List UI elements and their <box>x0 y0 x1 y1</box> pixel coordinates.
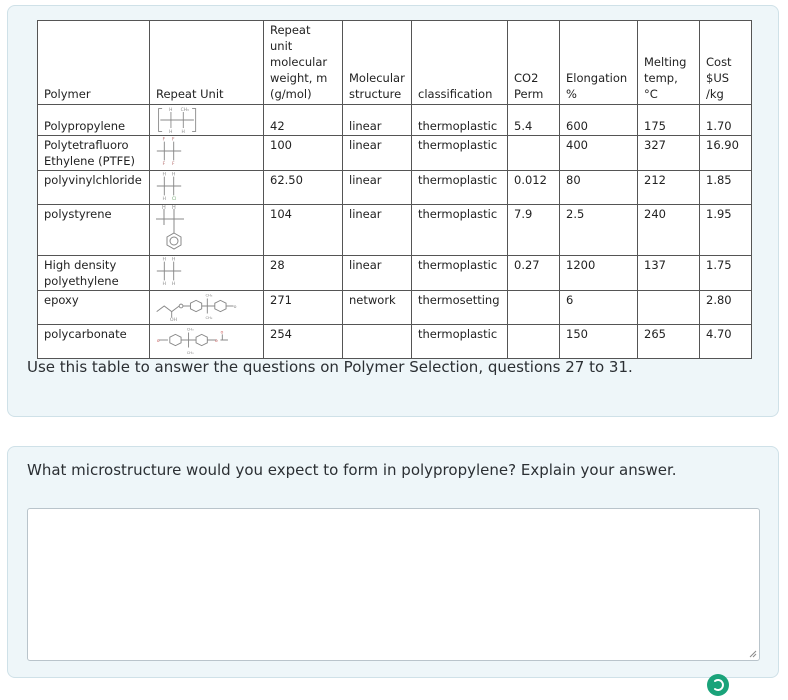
cell-melting: 240 <box>638 205 700 256</box>
cell-molecular-weight: 28 <box>264 256 343 291</box>
svg-text:H: H <box>162 257 166 263</box>
cell-classification: thermoplastic <box>412 136 508 171</box>
cell-structure: linear <box>343 136 412 171</box>
cell-cost: 1.70 <box>700 105 752 136</box>
table-row <box>38 171 752 205</box>
svg-text:CH₃: CH₃ <box>186 351 194 355</box>
header-molecular-structure: Molecular structure <box>343 21 412 105</box>
cell-elongation: 150 <box>560 325 638 359</box>
cell-elongation: 400 <box>560 136 638 171</box>
cell-elongation: 2.5 <box>560 205 638 256</box>
svg-text:o: o <box>214 338 218 344</box>
svg-text:H: H <box>171 282 176 286</box>
svg-text:o: o <box>233 304 237 310</box>
svg-text:H: H <box>181 130 185 135</box>
cell-molecular-weight: 271 <box>264 291 343 325</box>
svg-text:H: H <box>169 108 173 114</box>
cell-polymer: polystyrene <box>38 205 150 256</box>
svg-text:o: o <box>220 330 224 336</box>
cell-classification: thermoplastic <box>412 171 508 205</box>
cell-structure: linear <box>343 256 412 291</box>
svg-text:H: H <box>162 205 166 211</box>
table-row <box>38 205 752 256</box>
table-row <box>38 325 752 359</box>
cell-structure: linear <box>343 105 412 136</box>
question-text: What microstructure would you expect to form in polypropylene? Explain your answer. <box>27 461 677 479</box>
svg-text:CH₃: CH₃ <box>180 108 189 114</box>
svg-text:H: H <box>171 257 176 263</box>
svg-text:F: F <box>162 162 166 166</box>
svg-text:CH₃: CH₃ <box>186 327 194 332</box>
cell-elongation: 600 <box>560 105 638 136</box>
polymer-table <box>37 20 752 359</box>
cell-molecular-weight: 254 <box>264 325 343 359</box>
svg-text:H: H <box>171 172 176 178</box>
repeat-unit-diagram-icon <box>150 205 264 256</box>
header-co2-perm: CO2 Perm <box>508 21 560 105</box>
svg-text:o: o <box>156 338 160 344</box>
question-card <box>7 446 779 678</box>
cell-melting: 137 <box>638 256 700 291</box>
cell-structure: linear <box>343 205 412 256</box>
cell-melting <box>638 291 700 325</box>
table-row <box>38 136 752 171</box>
cell-co2: 0.012 <box>508 171 560 205</box>
svg-text:Cl: Cl <box>171 197 177 201</box>
cell-elongation: 6 <box>560 291 638 325</box>
cell-cost: 1.85 <box>700 171 752 205</box>
cell-melting: 212 <box>638 171 700 205</box>
cell-cost: 1.95 <box>700 205 752 256</box>
cell-classification: thermoplastic <box>412 256 508 291</box>
table-row <box>38 105 752 136</box>
cell-co2: 5.4 <box>508 105 560 136</box>
cell-melting: 327 <box>638 136 700 171</box>
cell-molecular-weight: 104 <box>264 205 343 256</box>
cell-molecular-weight: 62.50 <box>264 171 343 205</box>
table-card <box>7 5 779 417</box>
repeat-unit-diagram-icon <box>150 171 264 205</box>
cell-polymer: polycarbonate <box>38 325 150 359</box>
header-repeat-unit: Repeat Unit <box>150 21 264 105</box>
cell-structure: linear <box>343 171 412 205</box>
answer-textarea[interactable] <box>27 508 760 661</box>
cell-polymer: epoxy <box>38 291 150 325</box>
cell-structure <box>343 325 412 359</box>
cell-cost: 16.90 <box>700 136 752 171</box>
table-caption: Use this table to answer the questions on Polymer Selection, questions 27 to 31. <box>27 358 633 376</box>
header-polymer: Polymer <box>38 21 150 105</box>
cell-polymer: polyvinylchloride <box>38 171 150 205</box>
svg-text:CH₃: CH₃ <box>205 293 213 298</box>
cell-cost: 1.75 <box>700 256 752 291</box>
cell-molecular-weight: 100 <box>264 136 343 171</box>
table-header-row <box>38 21 752 105</box>
cell-co2: 7.9 <box>508 205 560 256</box>
resize-grip-icon[interactable] <box>747 648 757 658</box>
header-elongation: Elongation % <box>560 21 638 105</box>
cell-co2 <box>508 136 560 171</box>
svg-text:H: H <box>169 130 173 135</box>
repeat-unit-diagram-icon <box>150 256 264 291</box>
svg-text:H: H <box>172 205 176 211</box>
svg-text:CH₃: CH₃ <box>205 316 213 321</box>
cell-classification: thermosetting <box>412 291 508 325</box>
table-row <box>38 291 752 325</box>
cell-structure: network <box>343 291 412 325</box>
svg-text:F: F <box>162 137 166 143</box>
repeat-unit-diagram-icon <box>150 325 264 359</box>
svg-text:F: F <box>171 162 175 166</box>
cell-elongation: 1200 <box>560 256 638 291</box>
cell-classification: thermoplastic <box>412 325 508 359</box>
cell-elongation: 80 <box>560 171 638 205</box>
cell-polymer: Polypropylene <box>38 105 150 136</box>
svg-text:OH: OH <box>169 318 178 321</box>
repeat-unit-diagram-icon <box>150 136 264 171</box>
cell-classification: thermoplastic <box>412 205 508 256</box>
cell-polymer: High density polyethylene <box>38 256 150 291</box>
svg-text:F: F <box>171 137 175 143</box>
cell-co2 <box>508 325 560 359</box>
cell-cost: 4.70 <box>700 325 752 359</box>
cell-co2: 0.27 <box>508 256 560 291</box>
cell-melting: 175 <box>638 105 700 136</box>
cell-melting: 265 <box>638 325 700 359</box>
cell-cost: 2.80 <box>700 291 752 325</box>
header-cost: Cost $US /kg <box>700 21 752 105</box>
cell-co2 <box>508 291 560 325</box>
cell-polymer: Polytetrafluoro Ethylene (PTFE) <box>38 136 150 171</box>
cell-classification: thermoplastic <box>412 105 508 136</box>
table-row <box>38 256 752 291</box>
header-classification: classification <box>412 21 508 105</box>
header-molecular-weight: Repeat unit molecular weight, m (g/mol) <box>264 21 343 105</box>
repeat-unit-diagram-icon <box>150 105 264 136</box>
loading-spinner-icon <box>707 674 729 696</box>
svg-text:H: H <box>162 197 166 201</box>
svg-text:H: H <box>162 172 166 178</box>
svg-text:H: H <box>162 282 166 286</box>
repeat-unit-diagram-icon <box>150 291 264 325</box>
header-melting-temp: Melting temp, °C <box>638 21 700 105</box>
cell-molecular-weight: 42 <box>264 105 343 136</box>
